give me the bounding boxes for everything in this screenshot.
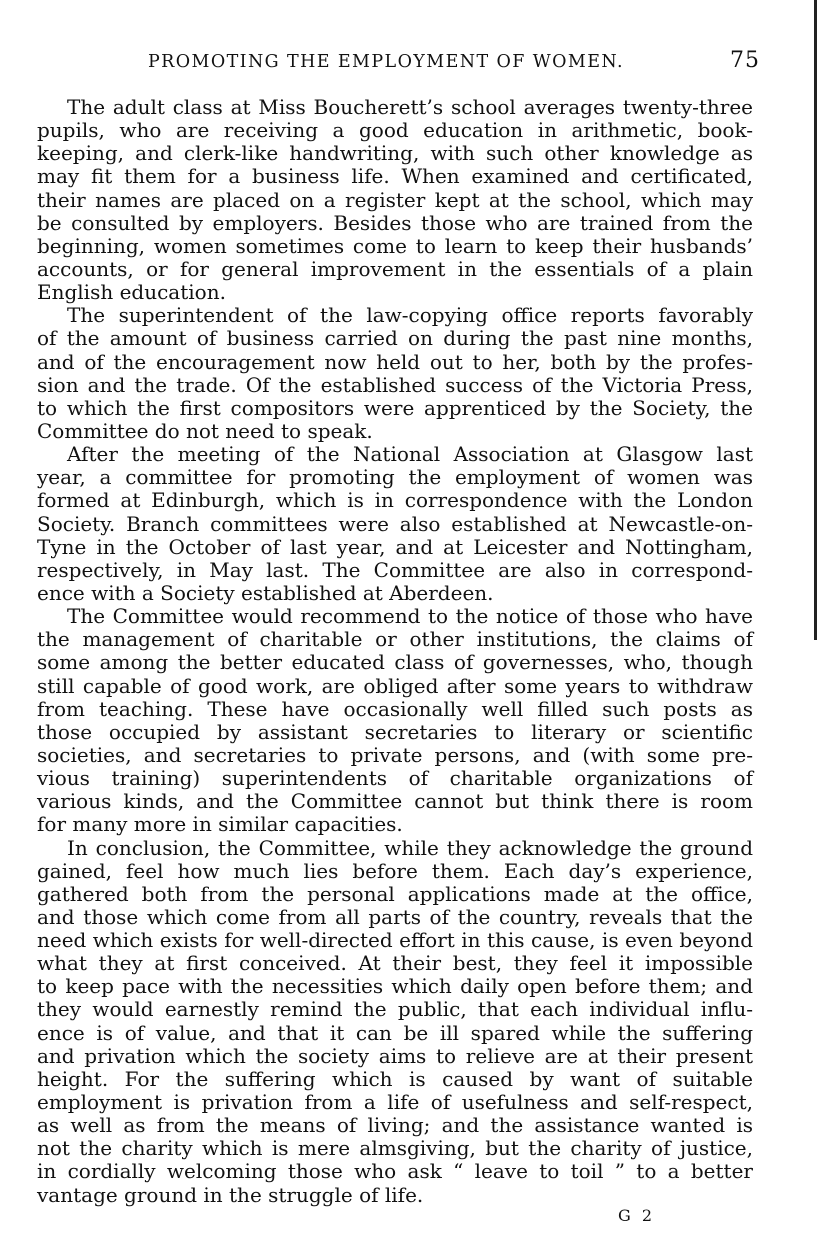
text-line: The Committee would recommend to the notice of those who have bbox=[67, 604, 753, 629]
text-line: vious training) superintendents of charitable organizations of bbox=[37, 766, 753, 791]
text-line: pupils, who are receiving a good education in arithmetic, book- bbox=[37, 118, 753, 143]
text-line: employment is privation from a life of usefulness and self-respect, bbox=[37, 1090, 753, 1115]
text-line: The adult class at Miss Boucherett’s school averages twenty-three bbox=[67, 95, 753, 119]
paragraph bbox=[37, 837, 753, 1207]
text-line: of the amount of business carried on during the past nine months, bbox=[37, 326, 753, 351]
text-line: to which the first compositors were apprenticed by the Society, the bbox=[37, 395, 753, 420]
text-line: may fit them for a business life. When examined and certificated, bbox=[37, 164, 753, 189]
text-line: their names are placed on a register kept at the school, which may bbox=[37, 187, 753, 212]
text-line: they would earnestly remind the public, that each individual influ- bbox=[37, 997, 753, 1022]
text-line: accounts, or for general improvement in the essentials of a plain bbox=[37, 256, 753, 281]
text-line: still capable of good work, are obliged after some years to withdraw bbox=[37, 673, 753, 698]
text-line: Committee do not need to speak. bbox=[37, 418, 373, 443]
text-line: After the meeting of the National Association at Glasgow last bbox=[67, 442, 753, 467]
text-line: various kinds, and the Committee cannot but think there is room bbox=[37, 789, 753, 814]
text-line: beginning, women sometimes come to learn to keep their husbands’ bbox=[37, 233, 753, 258]
text-line: those occupied by assistant secretaries to literary or scientific bbox=[37, 719, 753, 744]
paragraph bbox=[37, 605, 753, 836]
text-line: not the charity which is mere almsgiving, but the charity of justice, bbox=[37, 1136, 753, 1161]
page-gutter-edge bbox=[814, 0, 817, 640]
text-line: height. For the suffering which is caused by want of suitable bbox=[37, 1066, 753, 1091]
page-number: 75 bbox=[730, 48, 760, 73]
text-line: the management of charitable or other institutions, the claims of bbox=[37, 627, 753, 652]
text-line: some among the better educated class of governesses, who, though bbox=[37, 650, 753, 675]
text-line: gathered both from the personal applications made at the office, bbox=[37, 881, 753, 906]
running-title: PROMOTING THE EMPLOYMENT OF WOMEN. bbox=[148, 52, 624, 72]
body-text bbox=[37, 96, 753, 1207]
text-line: to keep pace with the necessities which daily open before them; and bbox=[37, 974, 753, 999]
text-line: from teaching. These have occasionally well filled such posts as bbox=[37, 696, 753, 721]
text-line: sion and the trade. Of the established success of the Victoria Press, bbox=[37, 372, 753, 397]
text-line: Society. Branch committees were also established at Newcastle-on- bbox=[37, 511, 753, 536]
text-line: what they at first conceived. At their best, they feel it impossible bbox=[37, 951, 753, 976]
text-line: ence is of value, and that it can be ill spared while the suffering bbox=[37, 1020, 753, 1045]
text-line: and those which come from all parts of the country, reveals that the bbox=[37, 904, 753, 929]
paragraph bbox=[37, 443, 753, 605]
text-line: year, a committee for promoting the employment of women was bbox=[37, 465, 753, 490]
text-line: formed at Edinburgh, which is in correspondence with the London bbox=[37, 488, 753, 513]
text-line: respectively, in May last. The Committee are also in correspond- bbox=[37, 557, 753, 582]
text-line: for many more in similar capacities. bbox=[37, 812, 403, 837]
text-line: gained, feel how much lies before them. Each day’s experience, bbox=[37, 858, 753, 883]
signature-mark: G 2 bbox=[618, 1206, 656, 1225]
text-line: English education. bbox=[37, 280, 226, 305]
text-line: need which exists for well-directed effort in this cause, is even beyond bbox=[37, 928, 753, 953]
text-line: keeping, and clerk-like handwriting, with such other knowledge as bbox=[37, 141, 753, 166]
text-line: and privation which the society aims to relieve are at their present bbox=[37, 1043, 753, 1068]
paragraph bbox=[37, 304, 753, 443]
text-line: societies, and secretaries to private persons, and (with some pre- bbox=[37, 742, 753, 767]
text-line: and of the encouragement now held out to her, both by the profes- bbox=[37, 349, 753, 374]
text-line: In conclusion, the Committee, while they acknowledge the ground bbox=[67, 835, 753, 860]
text-line: The superintendent of the law-copying office reports favorably bbox=[67, 303, 753, 328]
text-line: in cordially welcoming those who ask “ leave to toil ” to a better bbox=[37, 1159, 753, 1184]
text-line: be consulted by employers. Besides those who are trained from the bbox=[37, 210, 753, 235]
text-line: as well as from the means of living; and the assistance wanted is bbox=[37, 1113, 753, 1138]
text-line: Tyne in the October of last year, and at Leicester and Nottingham, bbox=[37, 534, 753, 559]
text-line: vantage ground in the struggle of life. bbox=[37, 1182, 424, 1207]
text-line: ence with a Society established at Aberdeen. bbox=[37, 580, 494, 605]
paragraph bbox=[37, 96, 753, 304]
running-head bbox=[36, 48, 760, 82]
